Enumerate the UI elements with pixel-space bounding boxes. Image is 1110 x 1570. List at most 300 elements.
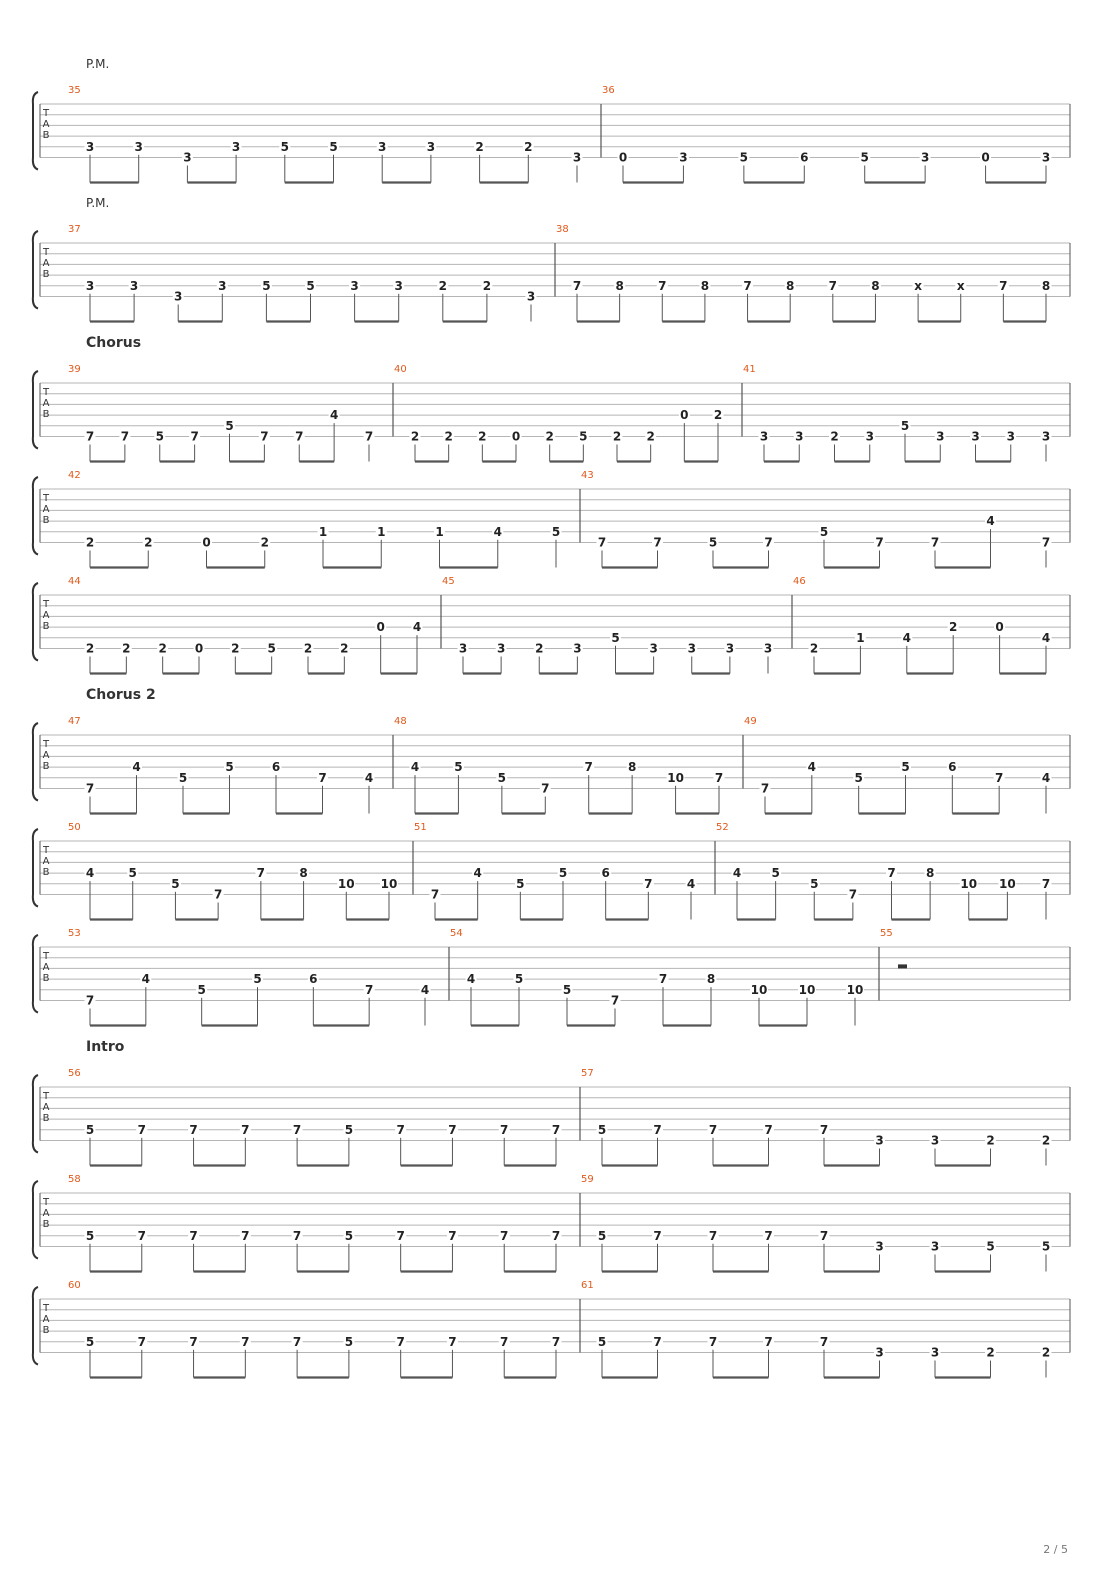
fret-number: 4 — [420, 982, 430, 997]
fret-number: 2 — [260, 535, 269, 550]
system-bracket — [33, 935, 38, 1013]
fret-number: 10 — [846, 982, 864, 997]
tab-clef-letter: T — [42, 1091, 50, 1102]
tab-clef-letter: T — [42, 845, 50, 856]
measure-number: 48 — [394, 716, 407, 727]
fret-number: 7 — [500, 1228, 509, 1243]
fret-number: 4 — [141, 972, 151, 987]
tab-clef-letter: B — [42, 1325, 50, 1336]
fret-number: 7 — [848, 887, 858, 902]
fret-number: 4 — [466, 972, 476, 987]
fret-number: 7 — [137, 1122, 146, 1137]
fret-number: 2 — [524, 139, 533, 154]
fret-number: 6 — [271, 760, 281, 775]
fret-number: 5 — [900, 418, 910, 433]
fret-number: 3 — [1006, 429, 1015, 444]
fret-number: 7 — [189, 1122, 198, 1137]
fret-number: 4 — [132, 760, 141, 775]
fret-number: 7 — [120, 429, 130, 444]
tab-clef-letter: A — [42, 1314, 50, 1325]
fret-number: 2 — [535, 641, 544, 656]
fret-number: 5 — [262, 278, 271, 293]
fret-number: 2 — [122, 641, 131, 656]
measure-number: 58 — [68, 1174, 81, 1185]
tab-clef-letter: B — [42, 409, 50, 420]
measure-number: 42 — [68, 470, 81, 481]
fret-number: 7 — [189, 1228, 198, 1243]
fret-number: 3 — [759, 429, 769, 444]
fret-number: x — [914, 278, 922, 293]
fret-number: 5 — [197, 982, 206, 997]
fret-number: 2 — [809, 641, 819, 656]
fret-number: 4 — [807, 760, 817, 775]
fret-number: 7 — [500, 1122, 509, 1137]
fret-number: 8 — [615, 278, 624, 293]
fret-number: 3 — [875, 1345, 884, 1360]
system-bracket — [33, 829, 38, 907]
fret-number: 7 — [708, 1334, 718, 1349]
fret-number: 7 — [708, 1228, 718, 1243]
fret-number: 7 — [999, 278, 1008, 293]
tab-clef-letter: A — [42, 398, 50, 409]
fret-number: 2 — [1041, 1133, 1051, 1148]
fret-number: 7 — [875, 535, 884, 550]
tab-clef-letter: A — [42, 962, 50, 973]
tab-clef-letter: B — [42, 761, 50, 772]
fret-number: 8 — [925, 866, 935, 881]
measure-number: 59 — [581, 1174, 594, 1185]
fret-number: 7 — [292, 1334, 302, 1349]
fret-number: 3 — [679, 150, 688, 165]
fret-number: 6 — [948, 760, 957, 775]
fret-number: 5 — [344, 1334, 354, 1349]
fret-number: 7 — [318, 770, 327, 785]
fret-number: 3 — [394, 278, 403, 293]
fret-number: 7 — [930, 535, 940, 550]
fret-number: 5 — [558, 866, 568, 881]
fret-number: 4 — [732, 866, 742, 881]
fret-number: 7 — [994, 770, 1004, 785]
fret-number: 3 — [649, 641, 658, 656]
fret-number: 2 — [713, 408, 723, 423]
tab-clef-letter: T — [42, 1303, 50, 1314]
system-bracket — [33, 371, 38, 449]
fret-number: 4 — [329, 408, 339, 423]
section-label: Chorus — [86, 335, 142, 351]
fret-number: 7 — [764, 1228, 773, 1243]
fret-number: 5 — [771, 866, 780, 881]
measure-number: 47 — [68, 716, 81, 727]
fret-number: 7 — [448, 1334, 457, 1349]
fret-number: 3 — [350, 278, 359, 293]
tab-clef-letter: B — [42, 1219, 50, 1230]
fret-number: 7 — [743, 278, 752, 293]
fret-number: 10 — [667, 770, 684, 785]
fret-number: 4 — [1041, 770, 1051, 785]
measure-number: 35 — [68, 85, 81, 96]
fret-number: 3 — [1041, 150, 1051, 165]
fret-number: 3 — [218, 278, 227, 293]
fret-number: x — [956, 278, 965, 293]
fret-number: 7 — [241, 1228, 250, 1243]
tab-clef-letter: A — [42, 258, 50, 269]
fret-number: 7 — [653, 535, 662, 550]
fret-number: 5 — [306, 278, 315, 293]
fret-number: 5 — [901, 760, 910, 775]
page-number: 2 / 5 — [1043, 1543, 1068, 1556]
fret-number: 4 — [410, 760, 420, 775]
fret-number: 2 — [986, 1133, 995, 1148]
section-label: P.M. — [86, 57, 110, 71]
tab-clef-letter: T — [42, 108, 50, 119]
fret-number: 7 — [85, 429, 95, 444]
fret-number: 5 — [819, 524, 829, 539]
fret-number: 7 — [85, 993, 95, 1008]
fret-number: 10 — [960, 876, 978, 891]
fret-number: 0 — [202, 535, 211, 550]
fret-number: 3 — [725, 641, 735, 656]
fret-number: 8 — [706, 972, 716, 987]
fret-number: 8 — [871, 278, 880, 293]
measure-number: 56 — [68, 1068, 81, 1079]
fret-number: 3 — [496, 641, 506, 656]
fret-number: 4 — [686, 876, 696, 891]
fret-number: 3 — [426, 139, 436, 154]
measure-number: 43 — [581, 470, 594, 481]
fret-number: 7 — [551, 1334, 561, 1349]
fret-number: 7 — [292, 1228, 302, 1243]
fret-number: 7 — [396, 1228, 405, 1243]
fret-number: 3 — [378, 139, 387, 154]
fret-number: 5 — [178, 770, 188, 785]
system-bracket — [33, 583, 38, 661]
measure-number: 51 — [414, 822, 427, 833]
fret-number: 2 — [949, 620, 958, 635]
fret-number: 4 — [364, 770, 374, 785]
tab-clef-letter: T — [42, 1197, 50, 1208]
fret-number: 10 — [798, 982, 816, 997]
fret-number: 4 — [473, 866, 482, 881]
fret-number: 2 — [340, 641, 349, 656]
tab-clef-letter: B — [42, 130, 50, 141]
section-label: P.M. — [86, 196, 110, 210]
fret-number: 2 — [1041, 1345, 1051, 1360]
fret-number: 5 — [171, 876, 180, 891]
measure-number: 50 — [68, 822, 81, 833]
fret-number: 7 — [430, 887, 440, 902]
measure-number: 55 — [880, 928, 893, 939]
fret-number: 2 — [444, 429, 453, 444]
fret-number: 5 — [329, 139, 338, 154]
tab-clef-letter: T — [42, 739, 50, 750]
fret-number: 7 — [364, 982, 374, 997]
tab-clef-letter: B — [42, 1113, 50, 1124]
fret-number: 2 — [158, 641, 167, 656]
fret-number: 7 — [714, 770, 724, 785]
fret-number: 7 — [500, 1334, 509, 1349]
tab-clef-letter: A — [42, 1208, 50, 1219]
fret-number: 7 — [256, 866, 266, 881]
fret-number: 8 — [1041, 278, 1051, 293]
fret-number: 3 — [174, 289, 183, 304]
fret-number: 7 — [241, 1122, 250, 1137]
measure-number: 54 — [450, 928, 463, 939]
fret-number: 2 — [482, 278, 492, 293]
fret-number: 5 — [860, 150, 869, 165]
fret-number: 7 — [887, 866, 896, 881]
fret-number: 5 — [597, 1334, 607, 1349]
measure-number: 38 — [556, 224, 569, 235]
fret-number: 2 — [85, 641, 95, 656]
fret-number: 3 — [687, 641, 696, 656]
fret-number: 3 — [231, 139, 241, 154]
fret-number: 7 — [658, 972, 668, 987]
measure-number: 52 — [716, 822, 729, 833]
fret-number: 3 — [526, 289, 536, 304]
fret-number: 3 — [865, 429, 874, 444]
fret-number: 3 — [572, 150, 582, 165]
fret-number: 7 — [760, 781, 770, 796]
fret-number: 5 — [579, 429, 588, 444]
fret-number: 3 — [763, 641, 773, 656]
system-bracket — [33, 231, 38, 309]
fret-number: 5 — [708, 535, 718, 550]
measure-number: 40 — [394, 364, 407, 375]
fret-number: 3 — [1041, 429, 1051, 444]
measure-number: 36 — [602, 85, 615, 96]
fret-number: 7 — [658, 278, 667, 293]
fret-number: 5 — [85, 1334, 95, 1349]
tab-clef-letter: T — [42, 387, 50, 398]
fret-number: 0 — [995, 620, 1004, 635]
fret-number: 7 — [241, 1334, 250, 1349]
fret-number: 0 — [194, 641, 204, 656]
system-bracket — [33, 723, 38, 801]
tab-clef-letter: A — [42, 1102, 50, 1113]
tab-clef-letter: T — [42, 493, 50, 504]
fret-number: 4 — [986, 514, 995, 529]
fret-number: 3 — [85, 278, 95, 293]
fret-number: 7 — [828, 278, 837, 293]
fret-number: 4 — [85, 866, 95, 881]
fret-number: 5 — [85, 1228, 95, 1243]
fret-number: 0 — [618, 150, 628, 165]
tab-clef-letter: B — [42, 621, 50, 632]
tab-clef-letter: T — [42, 951, 50, 962]
tab-clef-letter: T — [42, 247, 50, 258]
fret-number: 3 — [458, 641, 468, 656]
fret-number: 3 — [930, 1345, 940, 1360]
fret-number: 3 — [930, 1239, 940, 1254]
fret-number: 3 — [930, 1133, 940, 1148]
fret-number: 5 — [253, 972, 262, 987]
fret-number: 7 — [364, 429, 374, 444]
fret-number: 2 — [545, 429, 554, 444]
fret-number: 5 — [597, 1122, 607, 1137]
tab-clef-letter: B — [42, 973, 50, 984]
measure-number: 41 — [743, 364, 756, 375]
tab-clef-letter: A — [42, 504, 50, 515]
system-bracket — [33, 1287, 38, 1365]
fret-number: 3 — [85, 139, 95, 154]
fret-number: 7 — [708, 1122, 718, 1137]
fret-number: 5 — [267, 641, 276, 656]
tab-clef-letter: A — [42, 750, 50, 761]
fret-number: 5 — [85, 1122, 95, 1137]
fret-number: 1 — [318, 524, 328, 539]
fret-number: 1 — [856, 630, 865, 645]
tab-clef-letter: B — [42, 515, 50, 526]
tab-clef-letter: A — [42, 856, 50, 867]
fret-number: 0 — [511, 429, 521, 444]
fret-number: 7 — [213, 887, 223, 902]
fret-number: 1 — [435, 524, 444, 539]
system-bracket — [33, 477, 38, 555]
section-label: Intro — [86, 1039, 125, 1055]
measure-number: 37 — [68, 224, 81, 235]
fret-number: 7 — [819, 1334, 829, 1349]
fret-number: 7 — [190, 429, 199, 444]
fret-number: 2 — [830, 429, 839, 444]
tab-clef-letter: T — [42, 599, 50, 610]
fret-number: 7 — [653, 1228, 662, 1243]
measure-number: 45 — [442, 576, 455, 587]
fret-number: 7 — [644, 876, 653, 891]
fret-number: 5 — [344, 1228, 354, 1243]
measure-number: 53 — [68, 928, 81, 939]
fret-number: 4 — [1041, 630, 1051, 645]
fret-number: 0 — [680, 408, 689, 423]
fret-number: 7 — [137, 1334, 146, 1349]
fret-number: 10 — [380, 876, 398, 891]
fret-number: 2 — [303, 641, 313, 656]
measure-number: 61 — [581, 1280, 594, 1291]
fret-number: 8 — [627, 760, 637, 775]
fret-number: 5 — [128, 866, 137, 881]
fret-number: 5 — [739, 150, 749, 165]
fret-number: 7 — [85, 781, 95, 796]
fret-number: 4 — [902, 630, 911, 645]
fret-number: 7 — [295, 429, 304, 444]
fret-number: 7 — [764, 535, 773, 550]
fret-number: 7 — [597, 535, 607, 550]
fret-number: 5 — [155, 429, 164, 444]
fret-number: 6 — [309, 972, 318, 987]
fret-number: 7 — [1041, 535, 1051, 550]
fret-number: 3 — [936, 429, 945, 444]
fret-number: 2 — [612, 429, 622, 444]
measure-number: 49 — [744, 716, 757, 727]
fret-number: 3 — [875, 1239, 884, 1254]
fret-number: 3 — [129, 278, 139, 293]
fret-number: 7 — [189, 1334, 198, 1349]
fret-number: 3 — [875, 1133, 884, 1148]
fret-number: 3 — [795, 429, 804, 444]
system-bracket — [33, 92, 38, 170]
fret-number: 7 — [572, 278, 582, 293]
fret-number: 5 — [225, 418, 234, 433]
fret-number: 7 — [819, 1122, 829, 1137]
fret-number: 3 — [573, 641, 582, 656]
tab-clef-letter: B — [42, 269, 50, 280]
fret-number: 5 — [514, 972, 524, 987]
fret-number: 2 — [475, 139, 484, 154]
fret-number: 10 — [337, 876, 355, 891]
fret-number: 5 — [344, 1122, 354, 1137]
fret-number: 8 — [786, 278, 795, 293]
fret-number: 5 — [810, 876, 819, 891]
fret-number: 7 — [551, 1228, 561, 1243]
fret-number: 6 — [800, 150, 809, 165]
fret-number: 5 — [1041, 1239, 1051, 1254]
system-bracket — [33, 1075, 38, 1153]
fret-number: 7 — [448, 1228, 457, 1243]
fret-number: 8 — [700, 278, 710, 293]
fret-number: 7 — [396, 1122, 405, 1137]
fret-number: 10 — [999, 876, 1016, 891]
whole-rest — [898, 964, 907, 968]
fret-number: 7 — [541, 781, 550, 796]
fret-number: 1 — [377, 524, 386, 539]
fret-number: 7 — [448, 1122, 457, 1137]
fret-number: 0 — [981, 150, 990, 165]
section-label: Chorus 2 — [86, 687, 156, 703]
fret-number: 4 — [493, 524, 502, 539]
fret-number: 7 — [292, 1122, 302, 1137]
fret-number: 5 — [225, 760, 234, 775]
fret-number: 7 — [764, 1122, 773, 1137]
fret-number: 7 — [610, 993, 620, 1008]
fret-number: 5 — [497, 770, 507, 785]
fret-number: 5 — [597, 1228, 607, 1243]
fret-number: 7 — [396, 1334, 405, 1349]
fret-number: 7 — [551, 1122, 561, 1137]
fret-number: 2 — [85, 535, 95, 550]
fret-number: 7 — [653, 1334, 662, 1349]
fret-number: 2 — [646, 429, 655, 444]
fret-number: 7 — [137, 1228, 146, 1243]
measure-number: 46 — [793, 576, 806, 587]
measure-number: 39 — [68, 364, 81, 375]
fret-number: 7 — [653, 1122, 662, 1137]
tab-clef-letter: B — [42, 867, 50, 878]
fret-number: 2 — [438, 278, 447, 293]
system-bracket — [33, 1181, 38, 1259]
tab-clef-letter: A — [42, 119, 50, 130]
fret-number: 7 — [1041, 876, 1051, 891]
fret-number: 7 — [260, 429, 269, 444]
fret-number: 3 — [134, 139, 143, 154]
measure-number: 44 — [68, 576, 81, 587]
fret-number: 5 — [854, 770, 863, 785]
fret-number: 6 — [601, 866, 610, 881]
fret-number: 5 — [611, 630, 620, 645]
fret-number: 5 — [986, 1239, 995, 1254]
fret-number: 3 — [183, 150, 192, 165]
fret-number: 2 — [231, 641, 240, 656]
fret-number: 5 — [516, 876, 525, 891]
fret-number: 3 — [920, 150, 930, 165]
fret-number: 5 — [562, 982, 572, 997]
fret-number: 7 — [819, 1228, 829, 1243]
measure-number: 57 — [581, 1068, 594, 1079]
fret-number: 8 — [299, 866, 308, 881]
fret-number: 3 — [971, 429, 980, 444]
fret-number: 7 — [764, 1334, 773, 1349]
fret-number: 10 — [750, 982, 768, 997]
tab-clef-letter: A — [42, 610, 50, 621]
fret-number: 5 — [551, 524, 561, 539]
